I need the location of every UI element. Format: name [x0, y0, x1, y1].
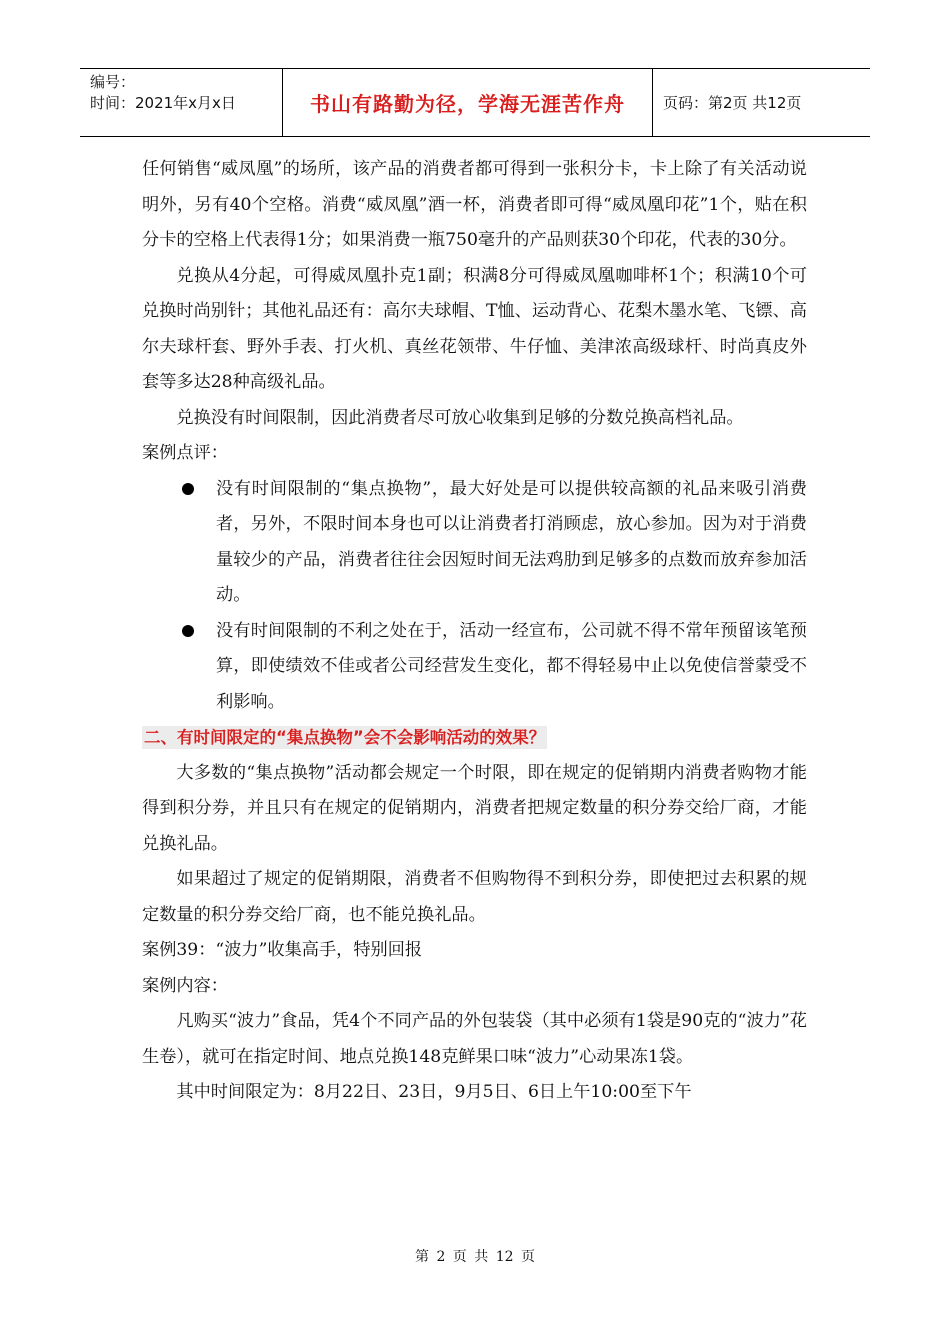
- paragraph: 任何销售“威凤凰”的场所，该产品的消费者都可得到一张积分卡，卡上除了有关活动说明外，另有40个空格。消费“威凤凰”酒一杯，消费者即可得“威凤凰印花”1个，贴在积分卡的空格上代表得1分；如果消费一瓶750毫升的产品则获30个印花，代表的30分。: [142, 159, 807, 250]
- paragraph: 如果超过了规定的促销期限，消费者不但购物得不到积分券，即使把过去积累的规定数量的积分券交给厂商，也不能兑换礼品。: [142, 869, 807, 925]
- paragraph: 兑换没有时间限制，因此消费者尽可放心收集到足够的分数兑换高档礼品。: [176, 407, 744, 428]
- bullet-text: 没有时间限制的“集点换物”，最大好处是可以提供较高额的礼品来吸引消费者，另外，不限时间本身也可以让消费者打消顾虑，放心参加。因为对于消费量较少的产品，消费者往往会因短时间无法鸡肋到足够多的点数而放弃参加活动。: [216, 478, 807, 605]
- header-page-number: 页码：第2页 共12页: [663, 94, 802, 112]
- header-motto: 书山有路勤为径，学海无涯苦作舟: [310, 92, 625, 116]
- paragraph: 凡购买“波力”食品，凭4个不同产品的外包装袋（其中必须有1袋是90克的“波力”花生卷），就可在指定时间、地点兑换148克鲜果口味“波力”心动果冻1袋。: [142, 1011, 807, 1067]
- case-title: 案例39：“波力”收集高手，特别回报: [142, 940, 423, 960]
- page-header: [80, 68, 870, 137]
- document-body: [142, 152, 807, 1111]
- document-number-label: 编号：: [90, 73, 136, 91]
- header-page-cell: [653, 69, 870, 136]
- paragraph: 大多数的“集点换物”活动都会规定一个时限，即在规定的促销期内消费者购物才能得到积分券，并且只有在规定的促销期内，消费者把规定数量的积分券交给厂商，才能兑换礼品。: [142, 762, 807, 854]
- bullet-item: [142, 614, 807, 721]
- paragraph: 其中时间限定为：8月22日、23日，9月5日、6日上午10:00至下午: [176, 1082, 692, 1102]
- document-date: 时间：2021年x月x日: [90, 94, 236, 112]
- page-footer: 第 2 页 共 12 页: [415, 1249, 535, 1265]
- header-motto-cell: [283, 69, 653, 136]
- bullet-item: [142, 472, 807, 614]
- bullet-dot-icon: [182, 483, 194, 495]
- section-heading: [142, 720, 807, 756]
- paragraph-label: 案例点评：: [142, 443, 228, 463]
- bullet-text: 没有时间限制的不利之处在于，活动一经宣布，公司就不得不常年预留该笔预算，即使绩效不佳或者公司经营发生变化，都不得轻易中止以免使信誉蒙受不利影响。: [216, 620, 807, 712]
- header-meta: [80, 69, 283, 136]
- bullet-dot-icon: [182, 625, 194, 637]
- section-heading-text: 二、有时间限定的“集点换物”会不会影响活动的效果？: [144, 728, 546, 747]
- paragraph: 兑换从4分起，可得威凤凰扑克1副；积满8分可得威凤凰咖啡杯1个；积满10个可兑换时尚别针；其他礼品还有：高尔夫球帽、T恤、运动背心、花梨木墨水笔、飞镖、高尔夫球杆套、野外手表、打火机、真丝花领带、牛仔恤、美津浓高级球杆、时尚真皮外套等多达28种高级礼品。: [142, 265, 807, 392]
- paragraph-label: 案例内容：: [142, 975, 228, 996]
